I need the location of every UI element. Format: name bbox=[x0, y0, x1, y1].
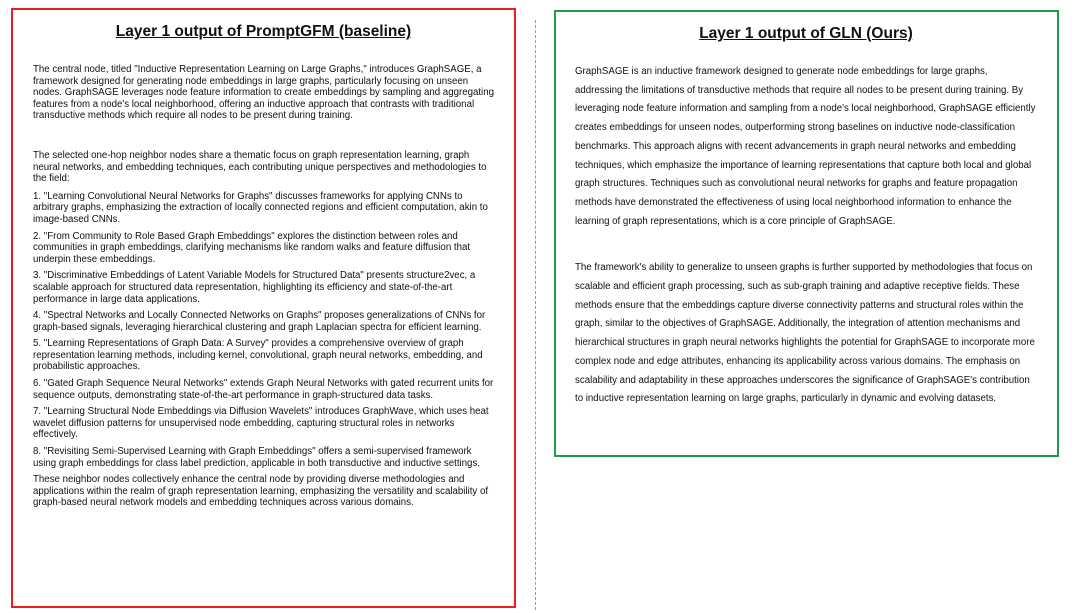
baseline-list-item-1: 1. "Learning Convolutional Neural Networks for Graphs" discusses frameworks for applying CNNs to arbitrary graphs, emphasizing the extraction of locally connected regions and efficient computation, akin to image-based CNNs. bbox=[33, 190, 488, 225]
baseline-list-item-8: 8. "Revisiting Semi-Supervised Learning with Graph Embeddings" offers a semi-supervised framework using graph embeddings for class label prediction, applicable in both transductive and inductive settings. bbox=[33, 446, 480, 469]
baseline-list-item-4: 4. "Spectral Networks and Locally Connected Networks on Graphs" proposes generalizations of CNNs for graph-based signals, leveraging hierarchical clustering and graph Laplacian spectra for efficient learning. bbox=[33, 310, 486, 333]
gln-output-panel bbox=[554, 10, 1059, 457]
panel-divider bbox=[535, 20, 536, 610]
gln-paragraph-2: The framework's ability to generalize to unseen graphs is further supported by methodologies that focus on scalable and efficient graph processing, such as sub-graph training and adaptive receptive fields. These methods ensure that the embeddings capture diverse connectivity patterns and structural roles within the graph, similar to the objectives of GraphSAGE. Additionally, the integration of attention mechanisms and hierarchical structures in graph neural networks highlights the potential for GraphSAGE to incorporate more complex node and edge attributes, enhancing its applicability across various domains. The emphasis on scalability and adaptability in these approaches underscores the significance of GraphSAGE's contribution to inductive representation learning on large graphs, particularly in dynamic and evolving datasets. bbox=[575, 262, 1035, 405]
baseline-list-item-3: 3. "Discriminative Embeddings of Latent Variable Models for Structured Data" presents structure2vec, a scalable approach for structured data representation, highlighting its efficiency and state-of-the-art performance in large data applications. bbox=[33, 270, 476, 305]
baseline-output-panel bbox=[11, 8, 516, 608]
baseline-paragraph-summary: These neighbor nodes collectively enhance the central node by providing diverse methodologies and applications within the realm of graph representation learning, emphasizing the versatility and scalability of graph-based neural network models and embedding techniques across various domains. bbox=[33, 474, 489, 509]
gln-paragraph-1: GraphSAGE is an inductive framework designed to generate node embeddings for large graphs, addressing the limitations of transductive methods that require all nodes to be present during training. By leveraging node feature information and sampling from a node's local neighborhood, GraphSAGE efficiently creates embeddings for unseen nodes, outperforming strong baselines on inductive node-classification benchmarks. This approach aligns with recent advancements in graph neural networks and embedding techniques, which emphasize the importance of learning representations that capture both local and global graph structures. Techniques such as convolutional neural networks for graphs and feature propagation methods have demonstrated the effectiveness of using local neighborhood information to enhance the learning of graph representations, which is a core principle of GraphSAGE. bbox=[575, 66, 1036, 227]
baseline-text-body bbox=[33, 64, 494, 509]
gln-panel-title: Layer 1 output of GLN (Ours) bbox=[699, 25, 913, 42]
baseline-paragraph-central-node: The central node, titled "Inductive Representation Learning on Large Graphs," introduces GraphSAGE, a framework designed for generating node embeddings in large graphs, particularly focusing on unseen nodes. GraphSAGE leverages node feature information to create embeddings by sampling and aggregating features from a node's local neighborhood, offering an inductive approach that contrasts with traditional transductive methods which require all nodes to be present during training. bbox=[33, 64, 494, 122]
baseline-list-item-7: 7. "Learning Structural Node Embeddings via Diffusion Wavelets" introduces GraphWave, which uses heat wavelet diffusion patterns for unsupervised node embedding, capturing structural roles in networks effectively. bbox=[33, 406, 489, 441]
baseline-list-item-2: 2. "From Community to Role Based Graph Embeddings" explores the distinction between roles and communities in graph embeddings, clarifying mechanisms like random walks and feature diffusion that underpin these embeddings. bbox=[33, 230, 471, 265]
baseline-panel-title: Layer 1 output of PromptGFM (baseline) bbox=[115, 23, 412, 40]
baseline-list-item-5: 5. "Learning Representations of Graph Data: A Survey" provides a comprehensive overview of graph representation learning methods, including kernel, convolutional, graph neural networks, embedding, and probabilistic approaches. bbox=[33, 338, 483, 373]
gln-text-body bbox=[575, 63, 1037, 409]
baseline-paragraph-neighbors-intro: The selected one-hop neighbor nodes share a thematic focus on graph representation learning, graph neural networks, and embedding techniques, each contributing unique perspectives and methodologies to the field: bbox=[33, 149, 487, 185]
baseline-list-item-6: 6. "Gated Graph Sequence Neural Networks" extends Graph Neural Networks with gated recurrent units for sequence outputs, demonstrating state-of-the-art performance in graph-structured data tasks. bbox=[33, 378, 494, 401]
